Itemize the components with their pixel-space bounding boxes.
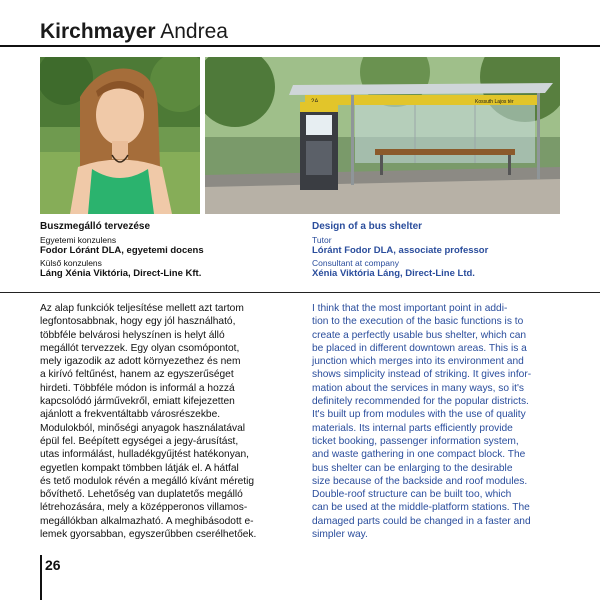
- body-line: size because of the backside and roof modules.: [312, 475, 528, 487]
- external-role-en: Consultant at company: [312, 258, 399, 268]
- external-name-en: Xénia Viktória Láng, Direct-Line Ltd.: [312, 268, 475, 279]
- author-given-name: Andrea: [160, 20, 228, 43]
- body-text-hungarian: [40, 302, 256, 541]
- section-rule: [0, 292, 600, 293]
- body-line: bus shelter can be enlarging to the desirable: [312, 462, 513, 474]
- page-number: 26: [45, 557, 61, 573]
- body-line: megállót tervezzek. Egy olyan csomópontot,: [40, 342, 240, 354]
- tutor-role-en: Tutor: [312, 235, 332, 245]
- credits-hungarian: [40, 220, 290, 281]
- body-line: a kirívó feltűnést, hanem az egyszerűséget: [40, 369, 234, 381]
- body-line: and waste gathering in one compact block. The: [312, 449, 526, 461]
- external-role-hu: Külső konzulens: [40, 258, 102, 268]
- body-line: Double-roof structure can be built too, which: [312, 489, 512, 501]
- portrait-illustration: [40, 57, 200, 214]
- body-line: junction which merges into its environment and: [312, 356, 524, 368]
- project-title-hu: Buszmegálló tervezése: [40, 221, 151, 232]
- author-heading: [40, 20, 228, 44]
- body-line: többféle belvárosi helyszínen is helyt álló: [40, 329, 225, 341]
- body-line: materials. Its internal parts efficiently provide: [312, 422, 513, 434]
- body-line: It's built up from modules with the use of quality: [312, 409, 526, 421]
- author-surname: Kirchmayer: [40, 20, 156, 43]
- body-line: I think that the most important point in addi-: [312, 303, 508, 314]
- body-line: can be used at the middle-platform stations. The: [312, 502, 530, 514]
- tutor-role-hu: Egyetemi konzulens: [40, 235, 117, 245]
- tutor-name-hu: Fodor Lóránt DLA, egyetemi docens: [40, 245, 204, 256]
- body-line: ticket booking, passenger information system,: [312, 435, 519, 447]
- body-text-english: [312, 302, 531, 541]
- body-line: és tető modulok révén a megálló kívánt méretig: [40, 475, 255, 487]
- body-line: ajánlott a frekventáltabb városrészekbe.: [40, 409, 221, 421]
- body-line: be placed in different downtown areas. This is a: [312, 342, 527, 354]
- header-rule: [0, 45, 600, 47]
- body-line: create a perfectly usable bus shelter, which can: [312, 329, 527, 341]
- body-line: épül fel. Beépített egységei a jegy-árusítást,: [40, 435, 239, 447]
- body-line: Az alap funkciók teljesítése mellett azt tartom: [40, 303, 244, 314]
- body-line: simpler way.: [312, 529, 368, 541]
- body-line: bővíthető. Lehetőség van duplatetős megálló: [40, 489, 243, 501]
- page-footer: [40, 555, 600, 600]
- body-line: definitely recommended for the popular districts.: [312, 396, 529, 408]
- body-line: shows simplicity instead of striking. It gives infor-: [312, 369, 532, 381]
- body-line: egyetlen kompakt tömbben látják el. A hátfal: [40, 462, 239, 474]
- body-line: damaged parts could be changed in a faster and: [312, 515, 531, 527]
- body-line: megállókban alkalmazható. A meghibásodott e-: [40, 515, 254, 527]
- body-line: mely igazodik az adott környezethez és nem: [40, 356, 241, 368]
- bus-shelter-illustration: [205, 57, 560, 214]
- stop-board-label: Kossuth Lajos tér: [475, 99, 514, 105]
- credits-english: [312, 220, 562, 281]
- body-line: tion to the execution of the basic functions is to: [312, 316, 524, 328]
- body-line: utas informálást, hulladékgyűjtést hatékonyan,: [40, 449, 249, 461]
- body-line: hirdeti. Többféle módon is informál a hozzá: [40, 382, 235, 394]
- body-line: lemek gyorsabban, egyszerűbben cserélhetőek.: [40, 529, 257, 541]
- bus-shelter-render: [205, 57, 560, 214]
- body-line: kapcsolódó járművekről, emiatt kifejezetten: [40, 396, 235, 408]
- tutor-name-en: Lóránt Fodor DLA, associate professor: [312, 245, 489, 256]
- footer-bar: [40, 555, 42, 600]
- portrait-photo: [40, 57, 200, 214]
- body-line: mation about the services in many ways, so it's: [312, 382, 525, 394]
- body-line: létrehozására, mely a középperonos villamos-: [40, 502, 248, 514]
- project-title-en: Design of a bus shelter: [312, 221, 423, 232]
- body-line: Modulokból, minőségi anyagok használatával: [40, 422, 246, 434]
- external-name-hu: Láng Xénia Viktória, Direct-Line Kft.: [40, 268, 202, 279]
- body-line: legfontosabbnak, hogy egy jól használható,: [40, 316, 236, 328]
